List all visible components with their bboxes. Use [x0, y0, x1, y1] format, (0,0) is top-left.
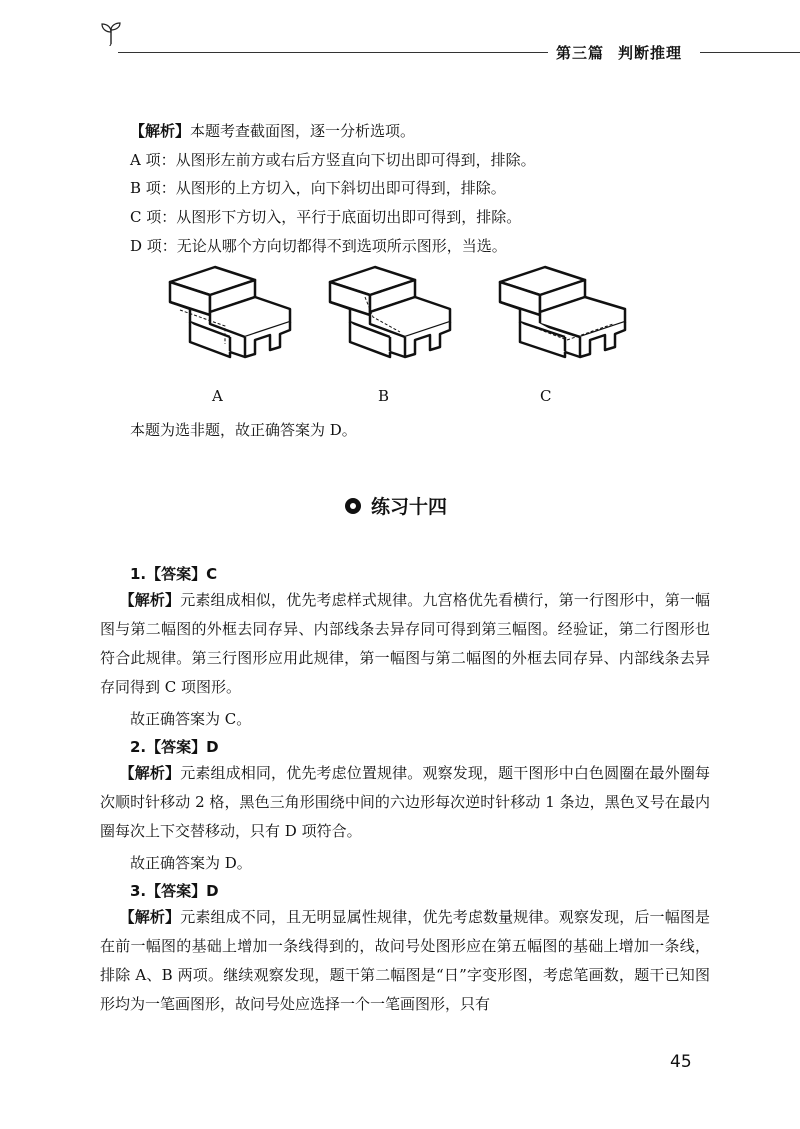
analysis-conclusion: 本题为选非题，故正确答案为 D。	[130, 421, 357, 439]
sprout-icon	[100, 20, 122, 46]
header-rule-right	[700, 52, 800, 53]
analysis-intro: 【解析】本题考查截面图，逐一分析选项。	[130, 122, 416, 140]
analysis-paragraph-1: 【解析】元素组成相似，优先考虑样式规律。九宫格优先看横行，第一行图形中，第一幅图与第二幅图的外框去同存异、内部线条去异存同可得到第三幅图。经验证，第二行图形也符合此规律。第三行图形应用此规律，第一幅图与第二幅图的外框去同存异、内部线条去异存同得到 C 项图形。	[100, 591, 710, 696]
figure-b	[325, 262, 465, 382]
figure-a	[160, 262, 300, 382]
exercise-title: 练习十四	[345, 492, 447, 519]
option-b-text: B 项：从图形的上方切入，向下斜切出即可得到，排除。	[130, 179, 506, 197]
option-a-text: A 项：从图形左前方或右后方竖直向下切出即可得到，排除。	[130, 151, 536, 169]
answer-line-2: 2.【答案】D	[130, 738, 219, 756]
analysis-paragraph-2: 【解析】元素组成相同，优先考虑位置规律。观察发现，题干图形中白色圆圈在最外圈每次顺时针移动 2 格，黑色三角形围绕中间的六边形每次逆时针移动 1 条边，黑色叉号在最内圈每次上下交替移动，只有 D 项符合。	[100, 764, 710, 840]
option-c-text: C 项：从图形下方切入，平行于底面切出即可得到，排除。	[130, 208, 522, 226]
conclusion-2: 故正确答案为 D。	[130, 854, 252, 872]
chapter-heading	[556, 42, 696, 63]
page-number: 45	[670, 1052, 692, 1072]
answer-line-1: 1.【答案】C	[130, 565, 218, 583]
cross-section-figures	[160, 262, 640, 412]
analysis-paragraph-3: 【解析】元素组成不同，且无明显属性规律，优先考虑数量规律。观察发现，后一幅图是在前一幅图的基础上增加一条线得到的，故问号处图形应在第五幅图的基础上增加一条线，排除 A、B 两项。继续观察发现，题干第二幅图是“日”字变形图，考虑笔画数，题干已知图形均为一笔画图形，故问号处应选择一个一笔画图形，只有	[100, 908, 710, 1013]
option-d-text: D 项：无论从哪个方向切都得不到选项所示图形，当选。	[130, 237, 507, 255]
figure-label-c: C	[540, 387, 552, 405]
section-bullet-icon	[345, 498, 361, 514]
part-label: 第三篇	[556, 44, 605, 62]
conclusion-1: 故正确答案为 C。	[130, 710, 252, 728]
header-rule-left	[118, 52, 548, 53]
figure-c	[495, 262, 640, 382]
answer-line-3: 3.【答案】D	[130, 882, 219, 900]
page-header	[0, 0, 800, 70]
figure-label-b: B	[378, 387, 390, 405]
figure-label-a: A	[212, 387, 223, 405]
analysis-tag: 【解析】	[130, 122, 191, 140]
section-label: 判断推理	[618, 44, 683, 62]
